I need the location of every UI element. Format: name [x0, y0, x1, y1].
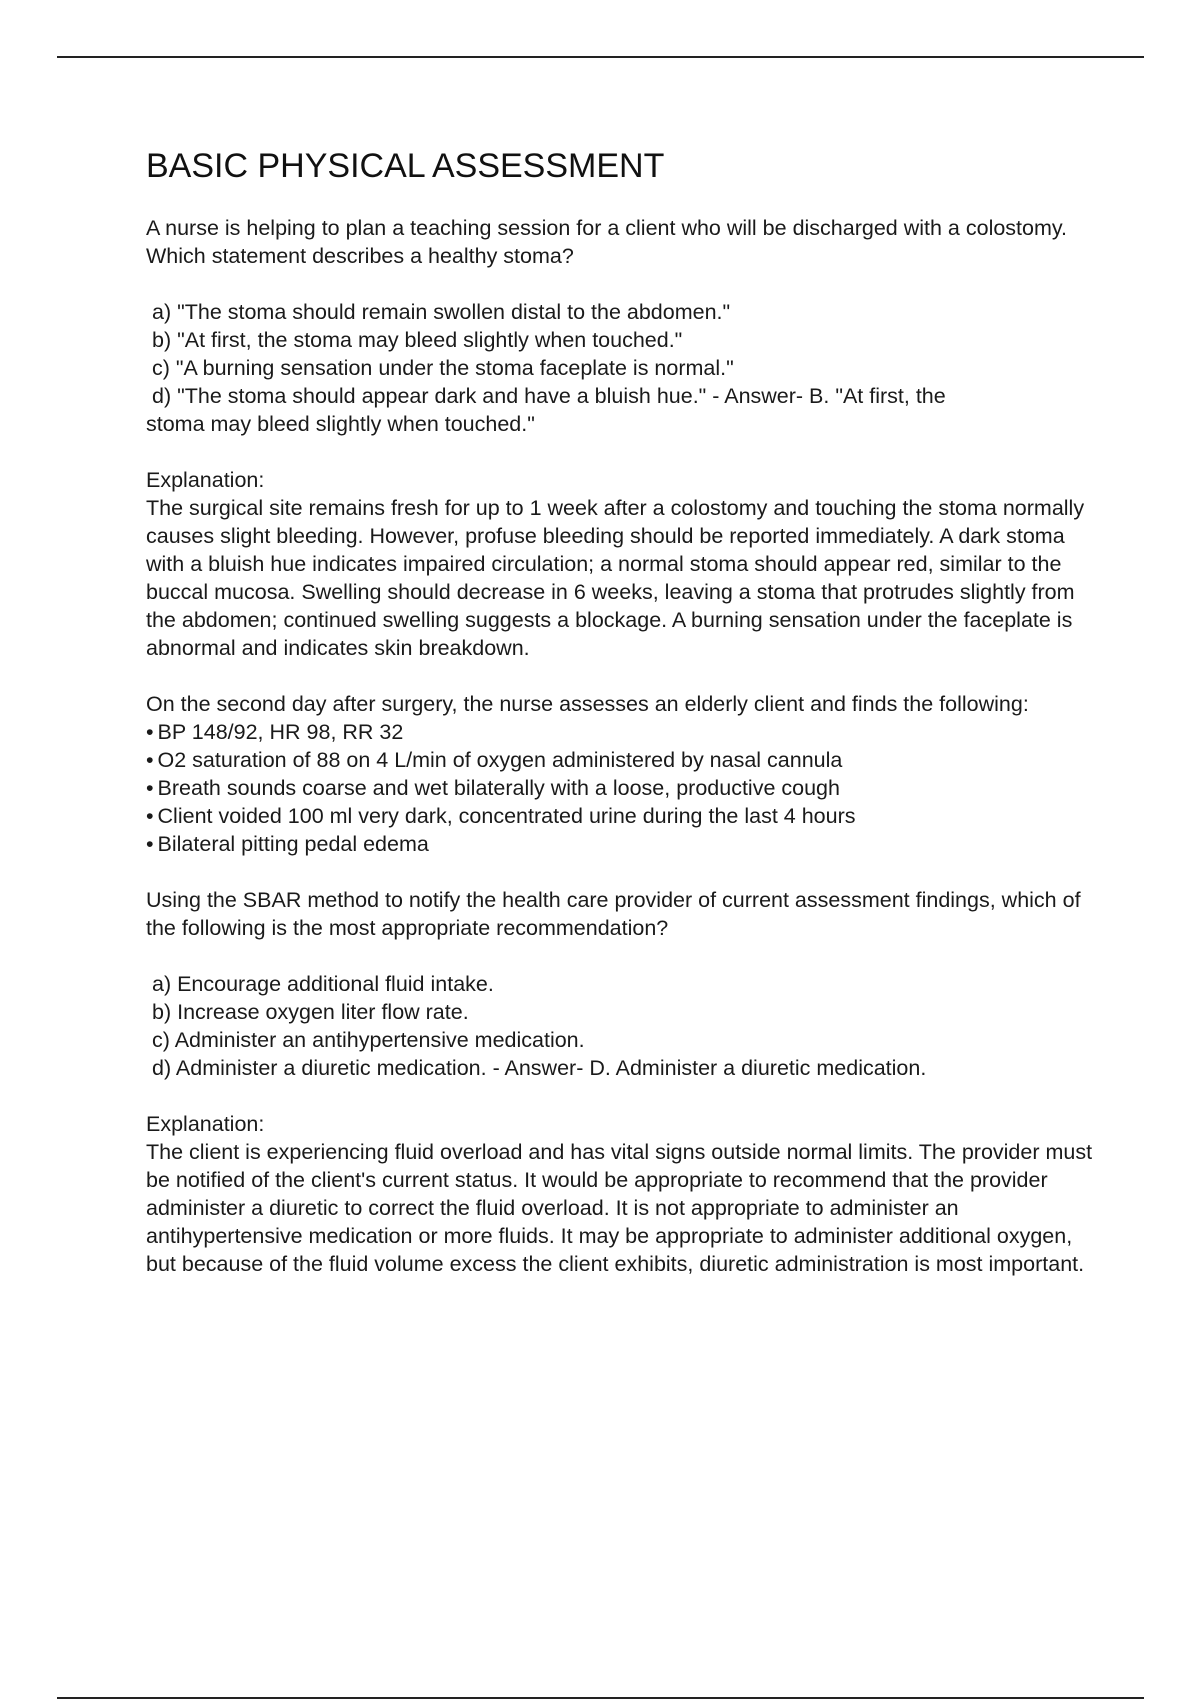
question-2-option-d-answer: d) Administer a diuretic medication. - Answer- D. Administer a diuretic medication.: [152, 1056, 927, 1080]
top-rule: [57, 56, 1144, 58]
page-title: BASIC PHYSICAL ASSESSMENT: [146, 147, 665, 185]
bottom-rule: [57, 1697, 1144, 1699]
finding-text: BP 148/92, HR 98, RR 32: [157, 720, 404, 744]
finding-text: Client voided 100 ml very dark, concentrated urine during the last 4 hours: [157, 804, 856, 828]
bullet-icon: •: [146, 804, 154, 828]
question-2-option-c: c) Administer an antihypertensive medication.: [152, 1028, 585, 1052]
finding-item: [146, 718, 1096, 746]
question-1-stem: A nurse is helping to plan a teaching session for a client who will be discharged with a colostomy. Which statement describes a healthy stoma?: [146, 216, 1068, 268]
question-1-explanation: The surgical site remains fresh for up to 1 week after a colostomy and touching the stoma normally causes slight bleeding. However, profuse bleeding should be reported immediately. A dark stoma with a bluish hue indicates impaired circulation; a normal stoma should appear red, similar to the buccal mucosa. Swelling should decrease in 6 weeks, leaving a stoma that protrudes slightly from the abdomen; continued swelling suggests a blockage. A burning sensation under the faceplate is abnormal and indicates skin breakdown.: [146, 496, 1085, 660]
bullet-icon: •: [146, 720, 154, 744]
question-1-option-d-answer: d) "The stoma should appear dark and have a bluish hue." - Answer- B. "At first, the: [152, 384, 946, 408]
question-1-explanation-label: Explanation:: [146, 468, 265, 492]
question-2-stem: Using the SBAR method to notify the health care provider of current assessment findings, which of the following is the most appropriate recommendation?: [146, 888, 1081, 940]
question-2-intro: On the second day after surgery, the nurse assesses an elderly client and finds the following:: [146, 692, 1029, 716]
bullet-icon: •: [146, 776, 154, 800]
question-1-option-b: b) "At first, the stoma may bleed slightly when touched.": [152, 328, 683, 352]
question-1-option-c: c) "A burning sensation under the stoma faceplate is normal.": [152, 356, 734, 380]
finding-text: Bilateral pitting pedal edema: [157, 832, 429, 856]
question-2-option-a: a) Encourage additional fluid intake.: [152, 972, 494, 996]
bullet-icon: •: [146, 748, 154, 772]
finding-item: [146, 830, 1096, 858]
finding-text: Breath sounds coarse and wet bilaterally with a loose, productive cough: [157, 776, 840, 800]
question-1-answer-continued: stoma may bleed slightly when touched.": [146, 412, 535, 436]
finding-item: [146, 774, 1096, 802]
question-2-explanation-label: Explanation:: [146, 1112, 265, 1136]
bullet-icon: •: [146, 832, 154, 856]
finding-item: [146, 802, 1096, 830]
question-1-option-a: a) "The stoma should remain swollen distal to the abdomen.": [152, 300, 731, 324]
finding-text: O2 saturation of 88 on 4 L/min of oxygen administered by nasal cannula: [157, 748, 843, 772]
question-2-option-b: b) Increase oxygen liter flow rate.: [152, 1000, 469, 1024]
question-2-explanation: The client is experiencing fluid overload and has vital signs outside normal limits. The provider must be notified of the client's current status. It would be appropriate to recommend that the provider administer a diuretic to correct the fluid overload. It is not appropriate to administer an antihypertensive medication or more fluids. It may be appropriate to administer additional oxygen, but because of the fluid volume excess the client exhibits, diuretic administration is most important.: [146, 1140, 1093, 1276]
finding-item: [146, 746, 1096, 774]
document-body: [146, 146, 1096, 1278]
